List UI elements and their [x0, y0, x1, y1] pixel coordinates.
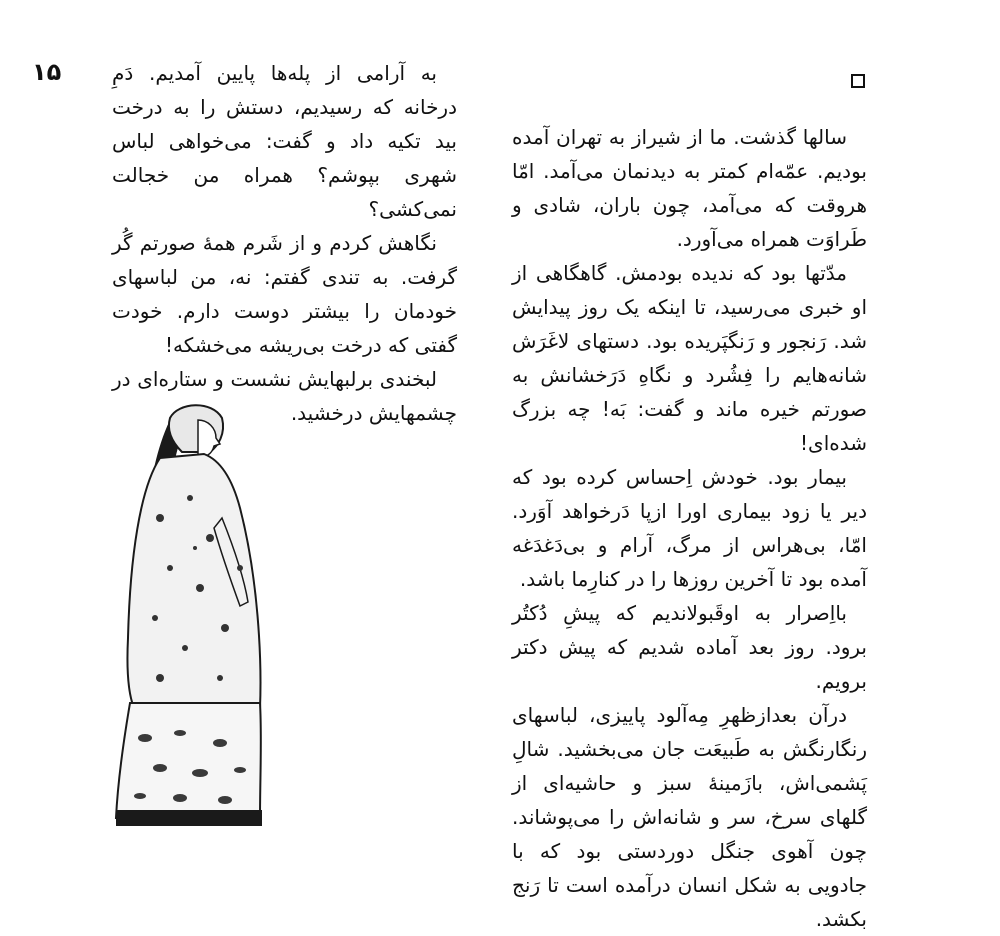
page-number: ۱۵	[32, 58, 62, 86]
skirt	[116, 703, 261, 818]
left-text-column	[112, 56, 457, 425]
section-marker	[851, 74, 865, 88]
hem	[116, 810, 262, 826]
paragraph: مدّتها بود که ندیده بودمش. گاهگاهی از او خبری می‌رسید، تا اینکه یک روز پیدایش شد. رَنجور و رَنگپَریده بود. دستهای لاغَرَش شانه‌هایم را فِشُرد و نگاهِ دَرَخشانش به صورتم خیره ماند و گفت: بَه! چه بزرگ شده‌ای!	[512, 261, 867, 455]
paragraph: درآن بعدازظهرِ مِه‌آلود پاییزی، لباسهای رنگارنگش به طَبیعَت جان می‌بخشید. شالِ پَشمی‌اش، بازَمینهٔ سبز و حاشیه‌ای از گلهای سرخ، سر و شانه‌اش را می‌پوشاند. چون آهوی جنگل دوردستی بود که با جادویی به شکل انسان درآمده است تا رَنج بکشد.	[512, 703, 867, 931]
paragraph: نگاهش کردم و از شَرم همهٔ صورتم گُر گرفت. به تندی گفتم: نه، من لباسهای خودمان را بیشتر دوست دارم. خودت گفتی که درخت بی‌ریشه می‌خشکه!	[112, 231, 457, 357]
woman-illustration	[100, 398, 295, 848]
right-text-column	[512, 120, 867, 931]
paragraph: لبخندی برلبهایش نشست و ستاره‌ای در چشمهایش درخشید.	[112, 367, 457, 425]
paragraph: بیمار بود. خودش اِحساس کرده بود که دیر یا زود بیماری اورا ازپا دَرخواهد آوَرد. امّا، بی‌هراس از مرگ، آرام و بی‌دَغدَغه آمده بود تا آخرین روزها را در کنارِما باشد.	[512, 465, 867, 591]
paragraph: سالها گذشت. ما از شیراز به تهران آمده بودیم. عمّه‌ام کمتر به دیدنمان می‌آمد. امّا هروقت که می‌آمد، چون باران، شادی و طَراوَت همراه می‌آورد.	[512, 125, 867, 251]
paragraph: به آرامی از پله‌ها پایین آمدیم. دَمِ درخانه که رسیدیم، دستش را به درخت بید تکیه داد و گفت: می‌خواهی لباس شهری بپوشم؟ همراه من خجالت نمی‌کشی؟	[112, 61, 457, 221]
paragraph: بااِصرار به اوقَبولاندیم که پیشِ دُکتُر برود. روز بعد آماده شدیم که پیش دکتر برویم.	[512, 601, 867, 693]
